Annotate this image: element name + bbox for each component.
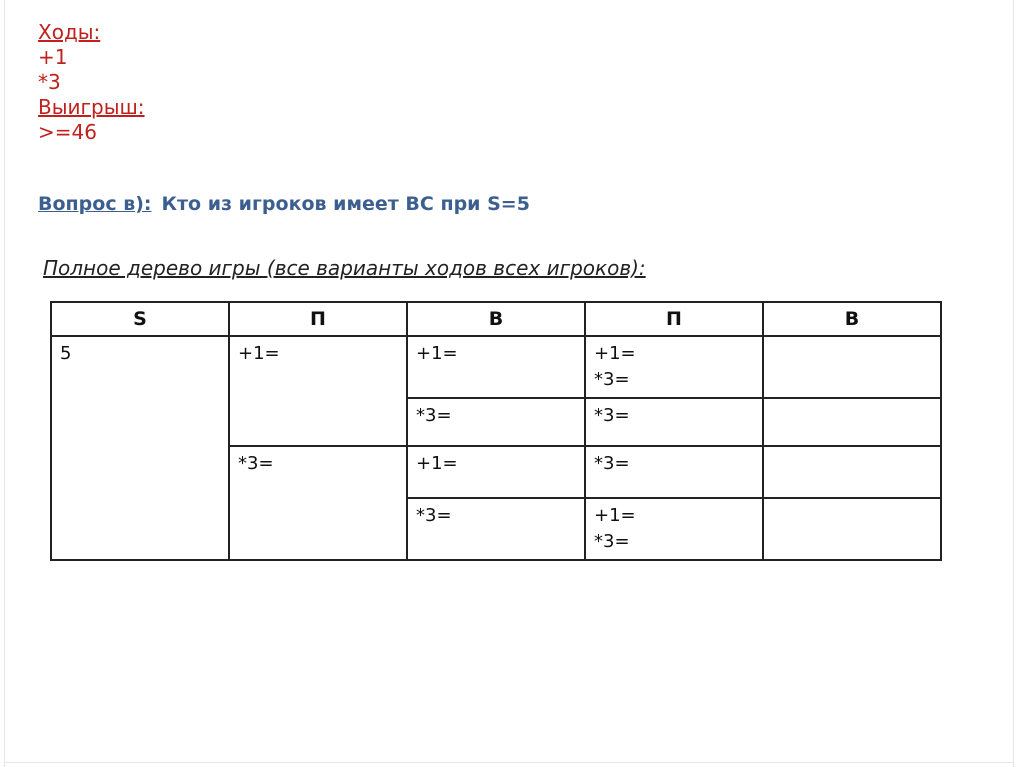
move-entry: +1= <box>594 505 636 526</box>
game-tree-table <box>50 301 942 561</box>
slide-frame-left <box>4 0 5 767</box>
cell-s-value: 5 <box>51 336 229 560</box>
cell-p2-branch <box>585 398 763 446</box>
table-header-row <box>51 302 941 336</box>
cell-v2-empty <box>763 336 941 398</box>
header-p-second: П <box>585 302 763 336</box>
header-p-first: П <box>229 302 407 336</box>
cell-v1-plus-one: +1= <box>407 336 585 398</box>
table-row <box>51 336 941 398</box>
cell-v1-plus-one: +1= <box>407 446 585 498</box>
question-text: Кто из игроков имеет ВС при S=5 <box>161 193 530 215</box>
cell-p1-plus-one: +1= <box>229 336 407 446</box>
win-condition: >=46 <box>38 120 97 144</box>
move-entry: *3= <box>594 405 630 426</box>
move-entry: +1= <box>594 343 636 364</box>
cell-v1-times-three: *3= <box>407 398 585 446</box>
move-entry: *3= <box>594 369 630 390</box>
tree-caption: Полное дерево игры (все варианты ходов всех игроков): <box>43 256 646 280</box>
win-heading: Выигрыш: <box>38 95 145 119</box>
game-rules <box>38 20 145 145</box>
header-s: S <box>51 302 229 336</box>
header-v-second: В <box>763 302 941 336</box>
cell-p2-branch <box>585 446 763 498</box>
cell-p2-branch <box>585 336 763 398</box>
cell-v2-empty <box>763 446 941 498</box>
question-label: Вопрос в): <box>38 193 152 215</box>
question-line <box>38 193 530 215</box>
move-plus-one: +1 <box>38 45 68 69</box>
header-v-first: В <box>407 302 585 336</box>
cell-p2-branch <box>585 498 763 560</box>
slide-frame-bottom <box>4 762 1014 763</box>
moves-heading: Ходы: <box>38 20 101 44</box>
cell-v2-empty <box>763 398 941 446</box>
slide-frame-right <box>1013 0 1014 767</box>
cell-v2-empty <box>763 498 941 560</box>
move-times-three: *3 <box>38 70 61 94</box>
move-entry: *3= <box>594 531 630 552</box>
cell-v1-times-three: *3= <box>407 498 585 560</box>
move-entry: *3= <box>594 453 630 474</box>
cell-p1-times-three: *3= <box>229 446 407 560</box>
